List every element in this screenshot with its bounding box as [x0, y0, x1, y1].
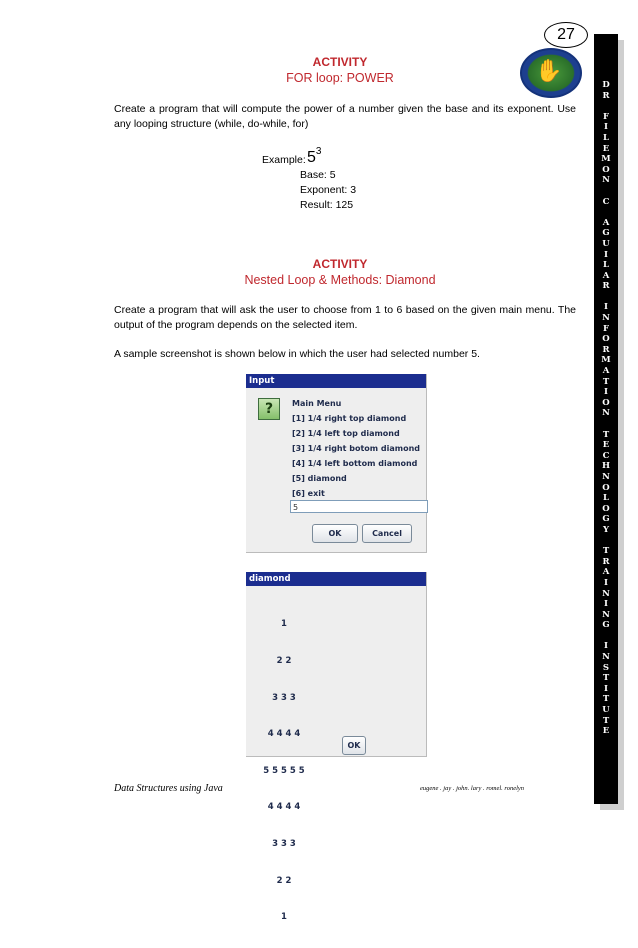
sidebar-letter: [594, 536, 618, 547]
sidebar-letter: [594, 292, 618, 303]
sidebar-letter: A: [602, 270, 610, 281]
diamond-output: [246, 594, 322, 948]
sidebar-letter: A: [602, 217, 610, 228]
sidebar-letter: [594, 419, 618, 430]
sidebar-letter: I: [604, 577, 608, 588]
sidebar-letter: C: [602, 450, 610, 461]
sidebar-letter: T: [602, 429, 610, 440]
sidebar-letter: A: [602, 366, 610, 377]
sidebar-letter: T: [602, 546, 610, 557]
exponent-line: Exponent: 3: [300, 184, 357, 196]
diamond-dialog-titlebar: [246, 572, 426, 586]
diamond-line: 3 3 3: [272, 692, 296, 703]
sidebar-letter: T: [602, 694, 610, 705]
footer-right: eugene . jay . john. lary . romel. ronelyn: [420, 785, 525, 792]
diamond-dialog: [246, 572, 427, 923]
sidebar-letter: C: [602, 196, 610, 207]
sidebar-letter: [594, 207, 618, 218]
sidebar-letter: G: [602, 228, 610, 239]
sidebar-letter: G: [602, 514, 610, 525]
question-icon: ?: [258, 398, 280, 420]
sidebar-letter: L: [603, 132, 609, 143]
sidebar-letter: N: [602, 175, 610, 186]
sidebar-letter: R: [602, 281, 610, 292]
sidebar-letter: S: [602, 662, 610, 673]
sidebar-letter: [594, 101, 618, 112]
sidebar-letter: H: [601, 461, 611, 472]
sidebar-letter: N: [602, 408, 610, 419]
diamond-line: 1: [281, 912, 287, 923]
sidebar-letter: L: [603, 260, 609, 271]
sidebar-letter: U: [602, 705, 610, 716]
menu-item-4: [4] 1/4 left bottom diamond: [292, 459, 418, 468]
example-base: 5: [307, 149, 316, 166]
sidebar-letter: I: [604, 122, 608, 133]
sidebar-letter: N: [602, 313, 610, 324]
ok-button[interactable]: OK: [312, 524, 358, 543]
diamond-dialog-title: diamond: [249, 574, 291, 584]
sidebar-letter: E: [602, 440, 610, 451]
diamond-line: 2 2: [276, 656, 292, 667]
sidebar-letter: O: [602, 334, 610, 345]
sidebar-letter: R: [602, 90, 610, 101]
sidebar-letter: I: [604, 599, 608, 610]
page-number: 27: [544, 22, 588, 48]
input-dialog-titlebar: [246, 374, 426, 388]
sidebar-letter: T: [602, 715, 610, 726]
sidebar-letter: [594, 186, 618, 197]
sidebar-letter: Y: [602, 524, 610, 535]
sidebar-letter: N: [602, 652, 610, 663]
activity2-sample-note: A sample screenshot is shown below in which the user had selected number 5.: [114, 348, 480, 360]
sidebar-letter: O: [602, 397, 610, 408]
main-menu: [292, 396, 420, 501]
activity2-description: Create a program that will ask the user to choose from 1 to 6 based on the given main menu. The output of the program depends on the selected item.: [114, 304, 576, 331]
sidebar-letter: T: [602, 673, 610, 684]
sidebar-letter: A: [602, 567, 610, 578]
diamond-ok-button[interactable]: OK: [342, 736, 366, 755]
diamond-line: 1: [281, 619, 287, 630]
diamond-line: 3 3 3: [272, 839, 296, 850]
cancel-button[interactable]: Cancel: [362, 524, 412, 543]
sidebar-letter: I: [604, 641, 608, 652]
sidebar-letter: O: [602, 482, 610, 493]
example-power: [307, 146, 322, 167]
menu-title: Main Menu: [292, 399, 342, 408]
hand-icon: ✋: [535, 58, 563, 83]
sidebar-letter: O: [602, 503, 610, 514]
sidebar-letter: E: [602, 726, 610, 737]
sidebar-letter: N: [602, 609, 610, 620]
sidebar-letter: T: [602, 376, 610, 387]
diamond-line: 4 4 4 4: [267, 729, 301, 740]
sidebar-letter: G: [602, 620, 610, 631]
example-exponent: 3: [315, 146, 322, 157]
example-label: Example:: [262, 154, 306, 166]
activity1-heading: ACTIVITY: [312, 55, 368, 69]
input-dialog: [246, 374, 427, 553]
menu-item-3: [3] 1/4 right botom diamond: [292, 444, 421, 453]
sidebar-letter: I: [604, 249, 608, 260]
sidebar-letter: I: [604, 683, 608, 694]
sidebar-letter: R: [602, 556, 610, 567]
menu-item-5: [5] diamond: [292, 474, 347, 483]
base-line: Base: 5: [300, 169, 336, 181]
result-line: Result: 125: [300, 199, 354, 211]
sidebar-letter: [594, 631, 618, 642]
sidebar-letter: N: [602, 588, 610, 599]
sidebar-letter: F: [602, 111, 610, 122]
sidebar-letter: I: [604, 387, 608, 398]
sidebar-letter: M: [601, 355, 611, 366]
menu-item-2: [2] 1/4 left top diamond: [292, 429, 400, 438]
menu-item-1: [1] 1/4 right top diamond: [292, 414, 407, 423]
sidebar-letter: M: [601, 154, 611, 165]
activity1-subheading: FOR loop: POWER: [286, 71, 394, 85]
activity2-heading: ACTIVITY: [312, 257, 368, 271]
input-dialog-title: Input: [249, 376, 275, 386]
sidebar-letter: I: [604, 302, 608, 313]
activity1-description: Create a program that will compute the power of a number given the base and its exponent. Use any looping structure (while, do-while, for): [114, 103, 576, 130]
sidebar-vertical-text: [594, 80, 618, 737]
sidebar-letter: L: [603, 493, 609, 504]
sidebar-letter: D: [602, 80, 610, 90]
activity2-subheading: Nested Loop & Methods: Diamond: [244, 273, 436, 287]
menu-item-6: [6] exit: [292, 489, 325, 498]
sidebar-letter: E: [602, 143, 610, 154]
diamond-line: 5 5 5 5 5: [263, 765, 305, 776]
sidebar-letter: F: [602, 323, 610, 334]
diamond-line: 2 2: [276, 875, 292, 886]
choice-input[interactable]: 5: [290, 500, 428, 513]
sidebar-letter: U: [602, 238, 610, 249]
diamond-line: 4 4 4 4: [267, 802, 301, 813]
sidebar-letter: R: [602, 344, 610, 355]
footer-left: Data Structures using Java: [114, 783, 223, 794]
sidebar-letter: O: [602, 164, 610, 175]
sidebar-letter: N: [602, 471, 610, 482]
